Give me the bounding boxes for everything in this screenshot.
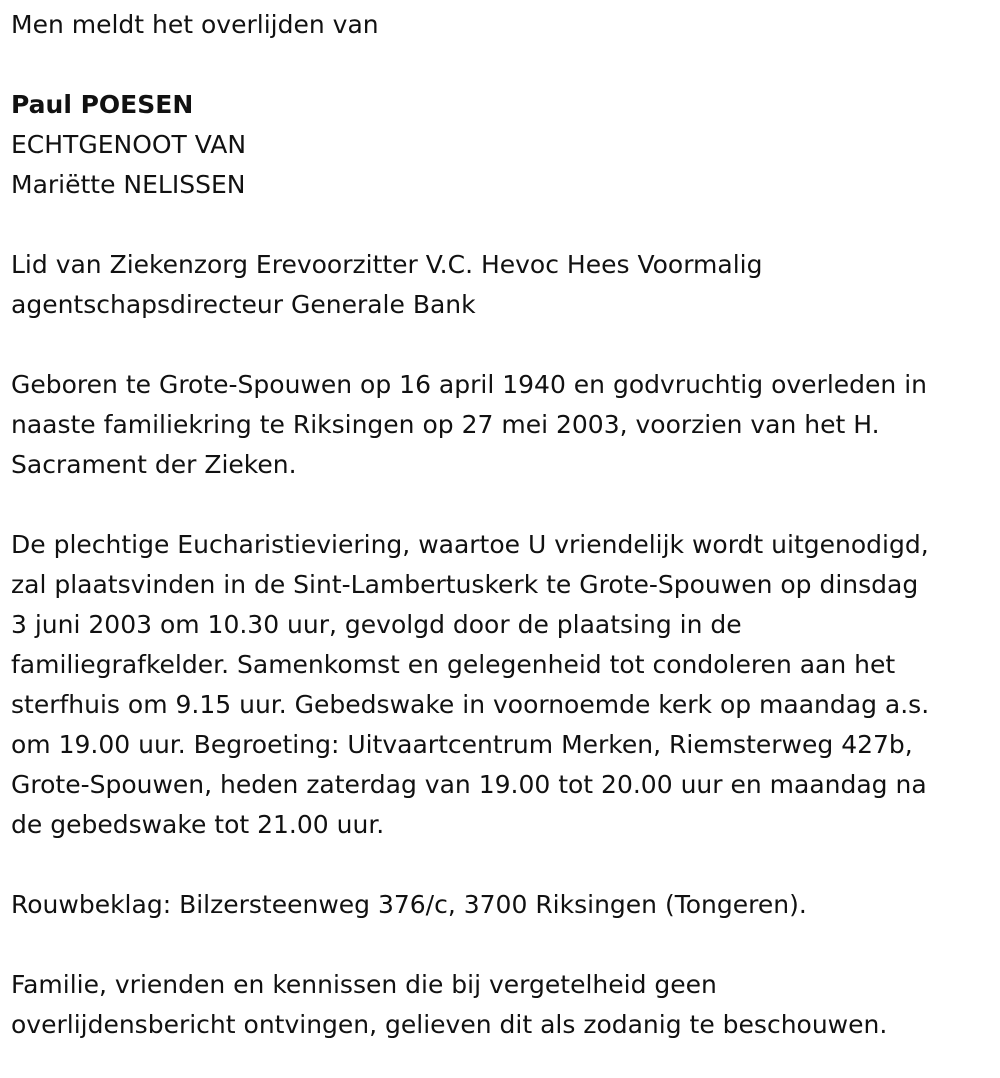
paragraph-line: Sacrament der Zieken. [11,450,297,479]
paragraph-line: Grote-Spouwen, heden zaterdag van 19.00 tot 20.00 uur en maandag na [11,770,927,799]
paragraph-line: agentschapsdirecteur Generale Bank [11,290,476,319]
intro-text: Men meldt het overlijden van [11,10,379,39]
paragraph-line: zal plaatsvinden in de Sint-Lambertuskerk te Grote-Spouwen op dinsdag [11,570,919,599]
spacer [11,845,993,885]
birth-death-paragraph [11,365,993,485]
paragraph-line: Familie, vrienden en kennissen die bij vergetelheid geen [11,970,717,999]
paragraph-line: de gebedswake tot 21.00 uur. [11,810,385,839]
obituary-notice [11,0,993,1045]
relation-text: ECHTGENOOT VAN [11,130,247,159]
spouse-name: Mariëtte NELISSEN [11,170,246,199]
closing-paragraph [11,965,993,1045]
paragraph-line: overlijdensbericht ontvingen, gelieven dit als zodanig te beschouwen. [11,1010,888,1039]
spacer [11,205,993,245]
paragraph-line: om 19.00 uur. Begroeting: Uitvaartcentrum Merken, Riemsterweg 427b, [11,730,913,759]
spacer [11,45,993,85]
spacer [11,325,993,365]
paragraph-line: Geboren te Grote-Spouwen op 16 april 1940 en godvruchtig overleden in [11,370,927,399]
deceased-name: Paul POESEN [11,90,194,119]
spacer [11,485,993,525]
ceremony-paragraph [11,525,993,845]
paragraph-line: sterfhuis om 9.15 uur. Gebedswake in voornoemde kerk op maandag a.s. [11,690,930,719]
affiliations-paragraph [11,245,993,325]
paragraph-line: De plechtige Eucharistieviering, waartoe U vriendelijk wordt uitgenodigd, [11,530,929,559]
condolence-address: Rouwbeklag: Bilzersteenweg 376/c, 3700 Riksingen (Tongeren). [11,890,807,919]
paragraph-line: 3 juni 2003 om 10.30 uur, gevolgd door de plaatsing in de [11,610,742,639]
paragraph-line: familiegrafkelder. Samenkomst en gelegenheid tot condoleren aan het [11,650,896,679]
spacer [11,925,993,965]
paragraph-line: naaste familiekring te Riksingen op 27 mei 2003, voorzien van het H. [11,410,880,439]
paragraph-line: Lid van Ziekenzorg Erevoorzitter V.C. Hevoc Hees Voormalig [11,250,763,279]
